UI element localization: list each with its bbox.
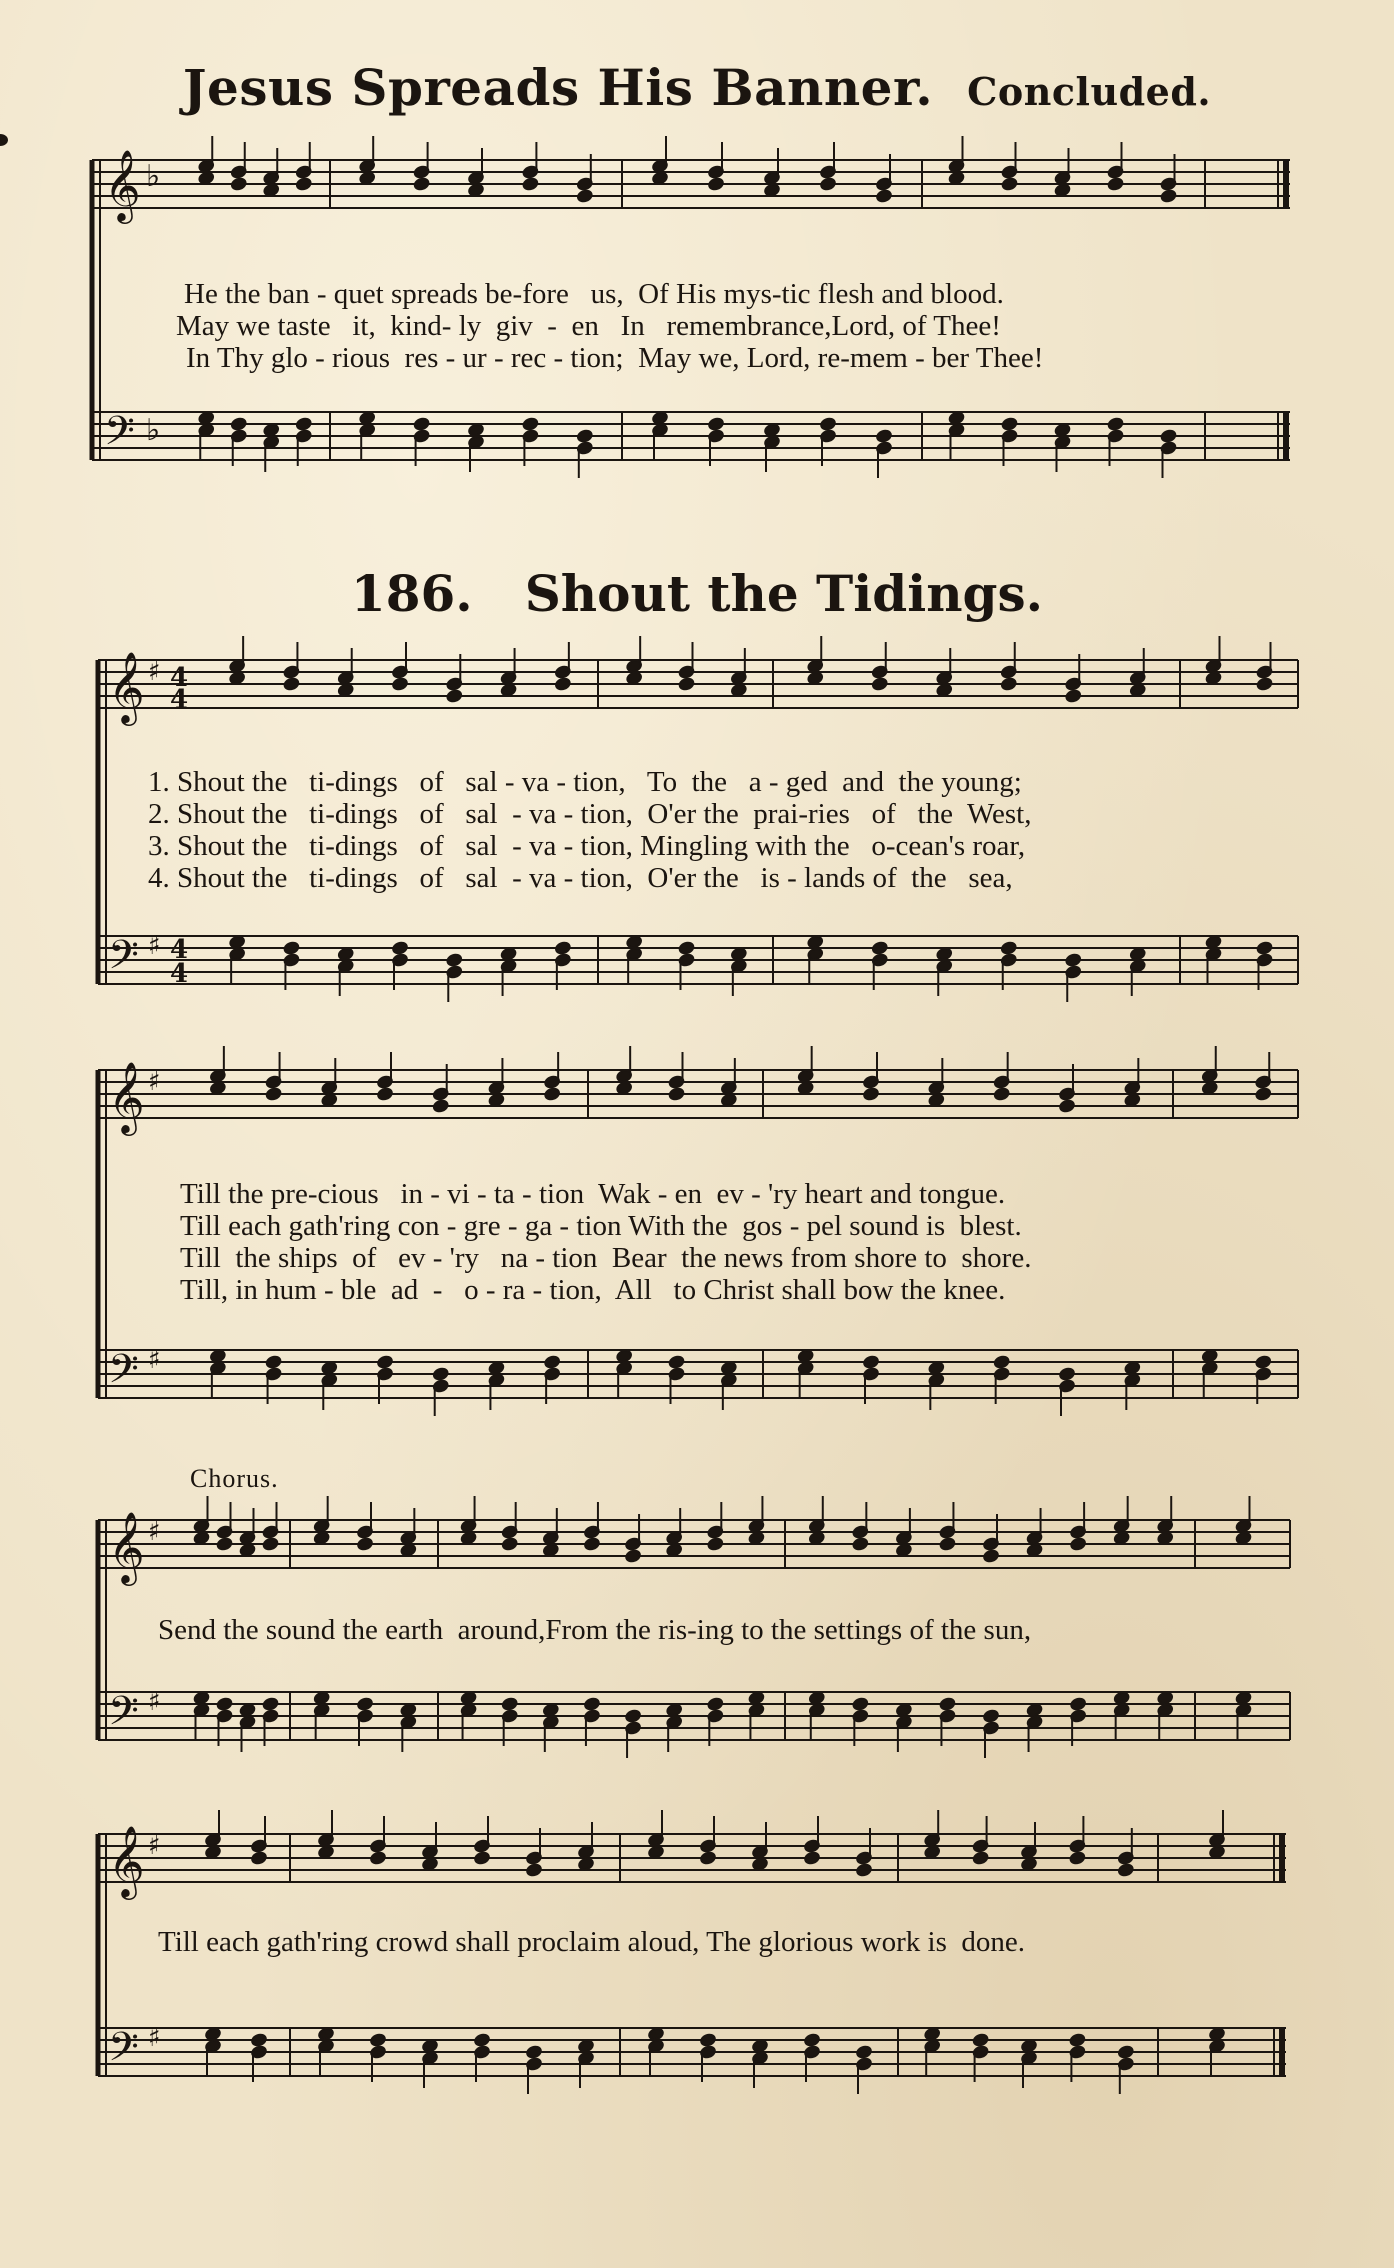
chorus-line-1: Send the sound the earth around,From the ris-ing to the settings of the sun, (158, 1614, 1032, 1646)
verse-b-line-2: Till each gath'ring con - gre - ga - tion With the gos - pel sound is blest. (180, 1210, 1022, 1242)
svg-text:♯: ♯ (148, 2023, 161, 2053)
svg-text:𝄞: 𝄞 (104, 148, 141, 221)
svg-text:𝄞: 𝄞 (108, 1824, 145, 1897)
page-title (0, 58, 1394, 117)
svg-text:4: 4 (170, 959, 189, 989)
svg-text:𝄢: 𝄢 (108, 1688, 139, 1744)
svg-text:𝄢: 𝄢 (108, 932, 139, 988)
svg-text:♯: ♯ (148, 1831, 161, 1861)
svg-text:𝄢: 𝄢 (108, 1346, 139, 1402)
verse-a-line-1: 1. Shout the ti-dings of sal - va - tion, To the a - ged and the young; (148, 766, 1022, 798)
svg-text:𝄢: 𝄢 (104, 408, 135, 464)
title-subtitle: Concluded. (967, 69, 1212, 114)
svg-text:4: 4 (170, 663, 189, 693)
svg-text:♭: ♭ (146, 413, 161, 448)
svg-text:♯: ♯ (148, 1345, 161, 1375)
svg-text:4: 4 (170, 685, 189, 715)
svg-text:𝄞: 𝄞 (108, 1060, 145, 1133)
concluded-verse-2: May we taste it, kind- ly giv - en In remembrance,Lord, of Thee! (176, 310, 1001, 342)
verse-a-line-2: 2. Shout the ti-dings of sal - va - tion, O'er the prai-ries of the West, (148, 798, 1032, 830)
verse-a-line-3: 3. Shout the ti-dings of sal - va - tion, Mingling with the o-cean's roar, (148, 830, 1026, 862)
svg-text:♯: ♯ (148, 931, 161, 961)
svg-text:♯: ♯ (148, 657, 161, 687)
svg-text:𝄞: 𝄞 (108, 650, 145, 723)
concluded-verse-1: He the ban - quet spreads be-fore us, Of His mys-tic flesh and blood. (184, 278, 1004, 310)
svg-text:♯: ♯ (148, 1687, 161, 1717)
hymn-heading (0, 564, 1394, 623)
svg-text:𝄢: 𝄢 (108, 2024, 139, 2080)
chorus-label: Chorus. (190, 1464, 279, 1493)
svg-text:𝄞: 𝄞 (108, 1510, 145, 1583)
concluded-verse-3: In Thy glo - rious res - ur - rec - tion; May we, Lord, re-mem - ber Thee! (186, 342, 1044, 374)
hymn-title: Shout the Tidings. (524, 564, 1044, 623)
svg-text:♭: ♭ (146, 159, 161, 194)
chorus-line-2: Till each gath'ring crowd shall proclaim aloud, The glorious work is done. (158, 1926, 1026, 1958)
svg-text:♯: ♯ (148, 1517, 161, 1547)
hymn-number: 186. (350, 564, 473, 623)
verse-b-line-4: Till, in hum - ble ad - o - ra - tion, All to Christ shall bow the knee. (180, 1274, 1006, 1306)
verse-b-line-3: Till the ships of ev - 'ry na - tion Bear the news from shore to shore. (180, 1242, 1032, 1274)
title-text: Jesus Spreads His Banner. (182, 58, 934, 117)
svg-text:4: 4 (170, 935, 189, 965)
svg-text:♯: ♯ (148, 1067, 161, 1097)
verse-b-line-1: Till the pre-cious in - vi - ta - tion Wak - en ev - 'ry heart and tongue. (180, 1178, 1006, 1210)
verse-a-line-4: 4. Shout the ti-dings of sal - va - tion, O'er the is - lands of the sea, (148, 862, 1013, 894)
